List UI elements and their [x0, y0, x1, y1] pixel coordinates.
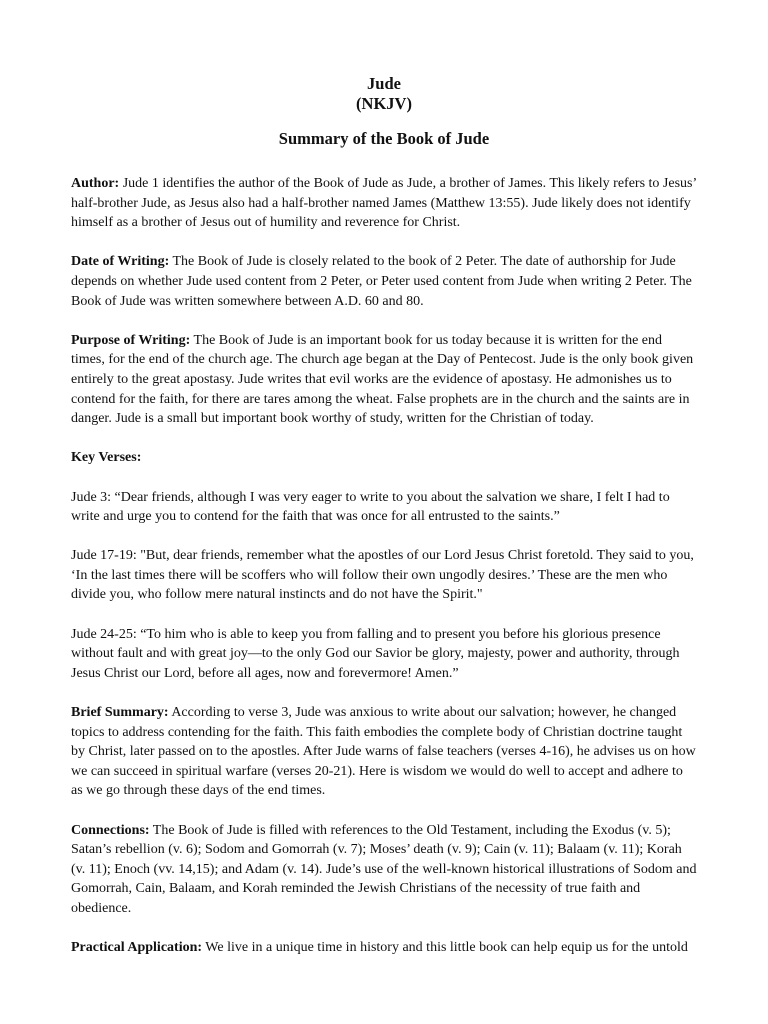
practical-application-paragraph — [71, 938, 697, 958]
practical-application-label: Practical Application: — [71, 940, 203, 956]
key-verse-jude-24-25: Jude 24-25: “To him who is able to keep you from falling and to present you before his glorious presence without fault and with great joy—to the only God our Savior be glory, majesty, power and authority, through Jesus Christ our Lord, before all ages, now and forevermore! Amen.” — [71, 626, 680, 681]
practical-application-text: We live in a unique time in history and this little book can help equip us for the untold — [202, 940, 688, 956]
document-page — [71, 74, 697, 958]
date-label: Date of Writing: — [71, 254, 170, 270]
brief-summary-text: According to verse 3, Jude was anxious to write about our salvation; however, he changed topics to address contending for the faith. This faith embodies the complete body of Christian doctrine taught by Christ, later passed on to the apostles. After Jude warns of false teachers (verses 4-16), he advises us on how we can succeed in spiritual warfare (verses 20-21). Here is wisdom we would do well to accept and adhere to as we go through these days of the end times. — [71, 705, 696, 799]
book-version: (NKJV) — [356, 94, 412, 113]
connections-text: The Book of Jude is filled with references to the Old Testament, including the Exodus (v. 5); Satan’s rebellion (v. 6); Sodom and Gomorrah (v. 7); Moses’ death (v. 9); Cain (v. 11); Balaam (v. 11); Korah (v. 11); Enoch (vv. 14,15); and Adam (v. 14). Jude’s use of the well-known historical illustrations of Sodom and Gomorrah, Cain, Balaam, and Korah reminded the Jewish Christians of the necessity of true faith and obedience. — [71, 822, 697, 916]
purpose-label: Purpose of Writing: — [71, 332, 191, 348]
date-text: The Book of Jude is closely related to the book of 2 Peter. The date of authorship for Jude depends on whether Jude used content from 2 Peter, or Peter used content from Jude when writing 2 Peter. The Book of Jude was written somewhere between A.D. 60 and 80. — [71, 254, 692, 309]
purpose-paragraph — [71, 331, 697, 429]
book-title: Jude — [367, 74, 401, 93]
date-paragraph — [71, 252, 697, 311]
purpose-text: The Book of Jude is an important book for us today because it is written for the end times, for the end of the church age. The church age began at the Day of Pentecost. Jude is the only book given entirely to the great apostasy. Jude writes that evil works are the evidence of apostasy. He admonishes us to contend for the faith, for there are tares among the wheat. False prophets are in the church and the saints are in danger. Jude is a small but important book worthy of study, written for the Christian of today. — [71, 332, 694, 427]
author-paragraph — [71, 174, 697, 233]
connections-label: Connections: — [71, 822, 150, 838]
author-label: Author: — [71, 176, 120, 191]
author-text: Jude 1 identifies the author of the Book of Jude as Jude, a brother of James. This likely refers to Jesus’ half-brother Jude, as Jesus also had a half-brother named James (Matthew 13:55). Jude likely does not identify himself as a brother of Jesus out of humility and reverence for Christ. — [71, 176, 697, 231]
brief-summary-label: Brief Summary: — [71, 705, 169, 721]
key-verse-jude-17-19: Jude 17-19: "But, dear friends, remember what the apostles of our Lord Jesus Christ foretold. They said to you, ‘In the last times there will be scoffers who will follow their own ungodly desires.’ These are the men who divide you, who follow mere natural instincts and do not have the Spirit." — [71, 548, 694, 603]
summary-title: Summary of the Book of Jude — [278, 129, 490, 148]
key-verses-heading: Key Verses: — [71, 450, 142, 466]
key-verse-jude-3: Jude 3: “Dear friends, although I was very eager to write to you about the salvation we share, I felt I had to write and urge you to contend for the faith that was once for all entrusted to the saints.” — [71, 489, 670, 525]
connections-paragraph — [71, 821, 697, 919]
brief-summary-paragraph — [71, 703, 697, 801]
